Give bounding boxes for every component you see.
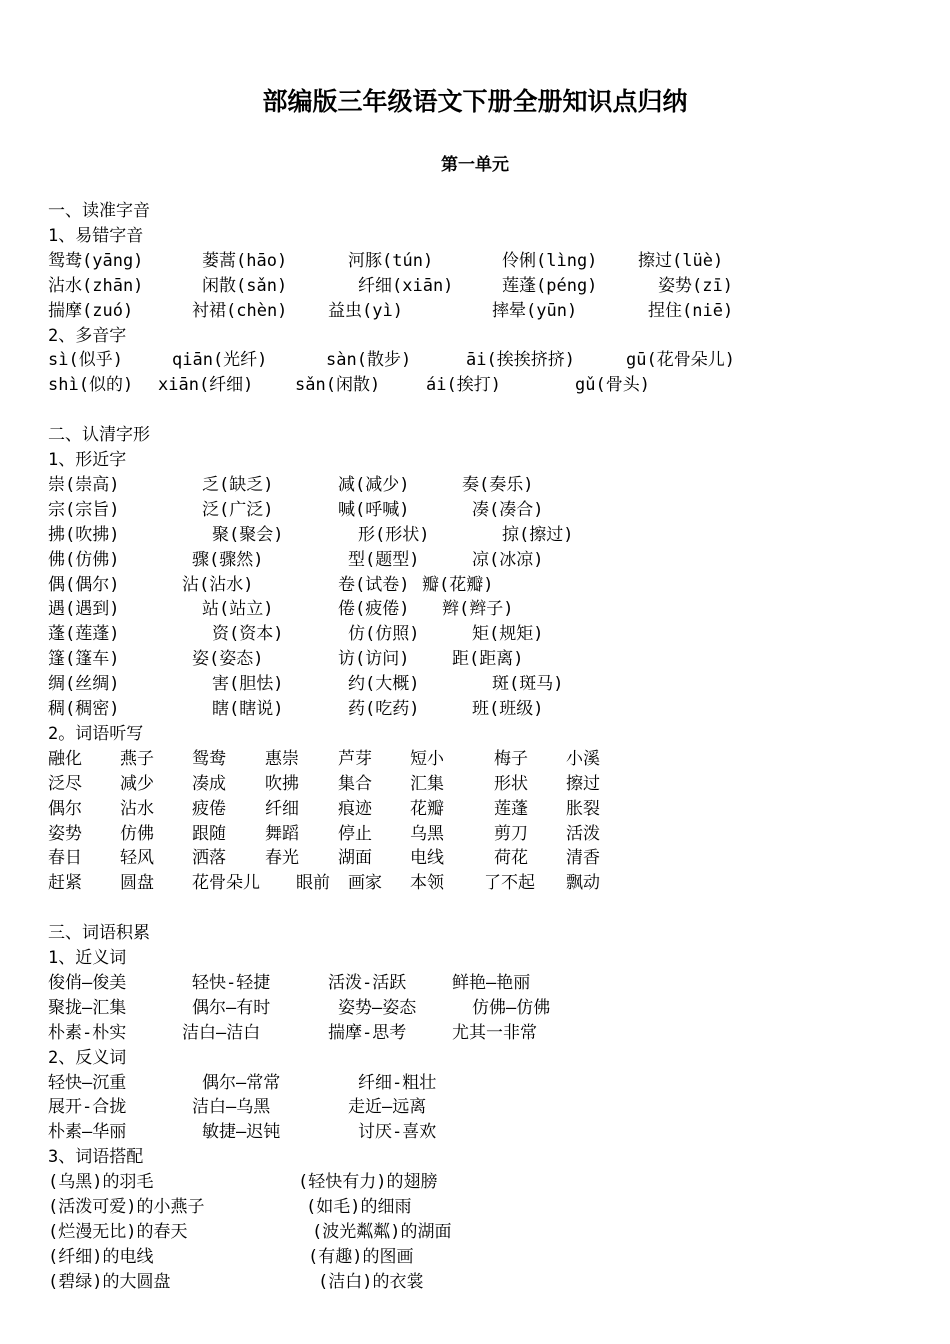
text-cell: 乌黑 [410, 823, 444, 844]
text-cell: 2、多音字 [48, 325, 127, 346]
text-cell: 聚拢—汇集 [48, 997, 127, 1018]
text-cell: 走近—远离 [348, 1097, 427, 1118]
text-cell: 凉(冰凉) [472, 549, 544, 570]
text-cell: 朴素—华丽 [48, 1122, 127, 1143]
text-cell: 1、形近字 [48, 450, 127, 470]
text-cell: xiān(纤细) [158, 375, 254, 396]
text-cell: 益虫(yì) [328, 300, 403, 321]
text-line [0, 672, 950, 697]
text-cell: 惠崇 [265, 748, 299, 769]
text-line [0, 846, 950, 871]
text-line [0, 996, 950, 1021]
text-cell: āi(挨挨挤挤) [466, 350, 575, 371]
text-cell: 沾水 [120, 798, 154, 819]
text-line [0, 722, 950, 747]
text-cell: 一、读准字音 [48, 201, 150, 221]
text-line [0, 423, 950, 448]
text-cell: 芦芽 [338, 748, 372, 769]
text-cell: 资(资本) [212, 624, 284, 645]
text-line [0, 946, 950, 971]
text-line [0, 1071, 950, 1096]
text-line [0, 373, 950, 398]
text-cell: 河豚(tún) [348, 250, 434, 271]
text-cell: 洒落 [192, 848, 226, 869]
text-cell: 绸(丝绸) [48, 674, 120, 695]
text-cell: 偶尔 [48, 798, 82, 819]
text-cell: (洁白)的衣裳 [318, 1271, 424, 1292]
text-cell: 停止 [338, 823, 372, 844]
text-cell: 胀裂 [566, 798, 600, 819]
text-line [0, 697, 950, 722]
text-cell: 形状 [494, 773, 528, 794]
text-cell: 洁白—洁白 [182, 1022, 261, 1043]
text-cell: 药(吃药) [348, 699, 420, 719]
text-cell: 凑成 [192, 773, 226, 794]
text-cell: sì(似乎) [48, 350, 123, 371]
text-cell: shì(似的) [48, 375, 134, 396]
text-cell: 偶尔—常常 [202, 1072, 281, 1093]
text-line [0, 348, 950, 373]
text-line [0, 622, 950, 647]
text-line [0, 1120, 950, 1145]
text-cell: 2。词语听写 [48, 723, 144, 744]
text-cell: 衬裙(chèn) [192, 300, 288, 321]
text-cell: 聚(聚会) [212, 524, 284, 545]
text-cell: 莲蓬(péng) [502, 275, 598, 296]
text-cell: 飘动 [566, 873, 600, 894]
text-cell: 痕迹 [338, 798, 372, 819]
text-cell: (乌黑)的羽毛 [48, 1172, 154, 1193]
text-cell: 害(胆怯) [212, 674, 284, 695]
text-line [0, 1220, 950, 1245]
text-cell: 凑(凑合) [472, 499, 544, 520]
text-cell: 型(题型) [348, 549, 420, 570]
text-cell: 轻快—沉重 [48, 1072, 127, 1093]
text-cell: 2、反义词 [48, 1047, 127, 1068]
text-cell: 闲散(sǎn) [202, 275, 288, 296]
text-cell: 沾水(zhān) [48, 275, 144, 296]
text-cell: 鸳鸯 [192, 748, 226, 769]
text-line [0, 1270, 950, 1295]
text-cell: 稠(稠密) [48, 699, 120, 719]
text-line [0, 523, 950, 548]
text-cell: 三、词语积累 [48, 923, 150, 944]
text-cell: 姿(姿态) [192, 649, 264, 670]
text-cell: 佛(仿佛) [48, 549, 120, 570]
text-line [0, 1095, 950, 1120]
text-cell: 站(站立) [202, 599, 274, 620]
text-line [0, 274, 950, 299]
text-line [0, 548, 950, 573]
text-line [0, 224, 950, 249]
text-cell: 沾(沾水) [182, 574, 254, 595]
text-cell: 舞蹈 [265, 823, 299, 844]
text-line [0, 199, 950, 224]
text-cell: 吹拂 [265, 773, 299, 794]
text-cell: 疲倦 [192, 798, 226, 819]
text-cell: 小溪 [566, 748, 600, 769]
text-cell: 姿势 [48, 823, 82, 844]
text-cell: 湖面 [338, 848, 372, 869]
text-cell: (有趣)的图画 [308, 1246, 414, 1267]
text-cell: 姿势—姿态 [338, 997, 417, 1018]
text-cell: (纤细)的电线 [48, 1246, 154, 1267]
text-cell: 纤细-粗壮 [358, 1072, 437, 1093]
text-cell: 卷(试卷) [338, 574, 410, 595]
text-line [0, 871, 950, 896]
text-cell: 掠(擦过) [502, 524, 574, 545]
text-cell: 奏(奏乐) [462, 474, 534, 495]
text-cell: sàn(散步) [326, 350, 412, 371]
text-cell: 揣摩-思考 [328, 1022, 407, 1043]
text-cell: 减(减少) [338, 474, 410, 495]
text-line [0, 324, 950, 349]
text-line [0, 1245, 950, 1270]
text-cell: 仿(仿照) [348, 624, 420, 645]
text-cell: gǔ(骨头) [575, 375, 650, 396]
text-cell: 圆盘 [120, 873, 154, 894]
text-cell: 拂(吹拂) [48, 524, 120, 545]
text-cell: 尤其一非常 [452, 1022, 537, 1043]
text-cell: 活泼-活跃 [328, 972, 407, 993]
text-cell: 斑(斑马) [492, 674, 564, 695]
text-cell: 揣摩(zuó) [48, 300, 134, 321]
text-cell: 莲蓬 [494, 798, 528, 819]
text-line [0, 797, 950, 822]
text-cell: ái(挨打) [426, 375, 501, 396]
text-cell: 喊(呼喊) [338, 499, 410, 520]
text-cell: 眼前 [296, 873, 330, 894]
text-cell: 篷(篷车) [48, 649, 120, 670]
text-cell: qiān(光纤) [172, 350, 268, 371]
text-cell: 捏住(niē) [648, 300, 734, 321]
text-cell: 3、词语搭配 [48, 1147, 144, 1168]
text-line [0, 822, 950, 847]
text-cell: 矩(规矩) [472, 624, 544, 645]
text-cell: 擦过(lüè) [638, 250, 724, 271]
text-cell: (波光粼粼)的湖面 [312, 1221, 452, 1242]
text-line [0, 597, 950, 622]
text-cell: 集合 [338, 773, 372, 794]
text-line [0, 498, 950, 523]
text-cell: 燕子 [120, 748, 154, 769]
text-cell: 班(班级) [472, 699, 544, 719]
text-cell: 俊俏—俊美 [48, 972, 127, 993]
text-cell: 泛尽 [48, 773, 82, 794]
text-line [0, 747, 950, 772]
text-cell: (如毛)的细雨 [306, 1197, 412, 1217]
text-line [0, 647, 950, 672]
text-cell: 春光 [265, 848, 299, 869]
text-cell: 画家 [348, 873, 382, 894]
text-cell: 汇集 [410, 773, 444, 794]
text-cell: 伶俐(lìng) [502, 250, 598, 271]
text-line [0, 921, 950, 946]
text-cell: 纤细 [265, 798, 299, 819]
text-cell: 偶(偶尔) [48, 574, 120, 595]
text-cell: (烂漫无比)的春天 [48, 1221, 188, 1242]
text-line [0, 971, 950, 996]
text-cell: 约(大概) [348, 674, 420, 695]
text-cell: 敏捷—迟钝 [202, 1122, 281, 1143]
text-cell: 纤细(xiān) [358, 275, 454, 296]
text-line [0, 473, 950, 498]
text-cell: 清香 [566, 848, 600, 869]
text-line [0, 1145, 950, 1170]
text-cell: 形(形状) [358, 524, 430, 545]
text-cell: 融化 [48, 748, 82, 769]
text-cell: (活泼可爱)的小燕子 [48, 1197, 205, 1217]
text-cell: 二、认清字形 [48, 425, 150, 446]
text-cell: 遇(遇到) [48, 599, 120, 620]
text-cell: 轻快-轻捷 [192, 972, 271, 993]
text-line [0, 448, 950, 473]
text-cell: 乏(缺乏) [202, 474, 274, 495]
text-cell: 花骨朵儿 [192, 873, 260, 894]
text-cell: 仿佛—仿佛 [472, 997, 551, 1018]
text-cell: 1、易错字音 [48, 225, 144, 246]
text-cell: 梅子 [494, 748, 528, 769]
text-line [0, 249, 950, 274]
text-cell: 摔晕(yūn) [492, 300, 578, 321]
text-line [0, 896, 950, 921]
text-cell: 减少 [120, 773, 154, 794]
text-cell: 倦(疲倦) [338, 599, 410, 620]
text-line [0, 573, 950, 598]
text-cell: 展开-合拢 [48, 1097, 127, 1118]
text-cell: 1、近义词 [48, 948, 127, 968]
text-cell: 擦过 [566, 773, 600, 794]
text-cell: 花瓣 [410, 798, 444, 819]
text-cell: 朴素-朴实 [48, 1022, 127, 1043]
document-title: 部编版三年级语文下册全册知识点归纳 [262, 87, 688, 116]
text-cell: 偶尔—有时 [192, 997, 271, 1018]
text-cell: 鸳鸯(yāng) [48, 250, 144, 271]
text-cell: 鲜艳—艳丽 [452, 972, 531, 993]
text-cell: 访(访问) [338, 649, 410, 670]
text-cell: 跟随 [192, 823, 226, 844]
text-cell: 活泼 [566, 823, 600, 844]
text-cell: 宗(宗旨) [48, 499, 120, 520]
text-cell: 骤(骤然) [192, 549, 264, 570]
unit-heading: 第一单元 [441, 155, 509, 175]
text-line [0, 299, 950, 324]
text-cell: 泛(广泛) [202, 499, 274, 520]
text-cell: 本领 [410, 873, 444, 894]
text-cell: 瓣(花瓣) [422, 574, 494, 595]
text-cell: 蒌蒿(hāo) [202, 250, 288, 271]
text-cell: 仿佛 [120, 823, 154, 844]
text-cell: (轻快有力)的翅膀 [298, 1172, 438, 1193]
text-line [0, 772, 950, 797]
text-cell: (碧绿)的大圆盘 [48, 1271, 171, 1292]
text-cell: 短小 [410, 748, 444, 769]
text-cell: 剪刀 [494, 823, 528, 844]
text-cell: 讨厌-喜欢 [358, 1122, 437, 1143]
text-cell: 轻风 [120, 848, 154, 869]
text-line [0, 1021, 950, 1046]
text-cell: 赶紧 [48, 873, 82, 894]
text-cell: 瞎(瞎说) [212, 699, 284, 719]
text-cell: 辫(辫子) [442, 599, 514, 620]
text-cell: 春日 [48, 848, 82, 869]
text-cell: 荷花 [494, 848, 528, 869]
text-line [0, 398, 950, 423]
text-line [0, 1046, 950, 1071]
text-cell: 崇(崇高) [48, 474, 120, 495]
text-cell: 电线 [410, 848, 444, 869]
text-cell: 了不起 [484, 873, 535, 894]
text-cell: gū(花骨朵儿) [626, 350, 735, 371]
text-cell: 蓬(莲蓬) [48, 624, 120, 645]
text-cell: 洁白—乌黑 [192, 1097, 271, 1118]
text-cell: 距(距离) [452, 649, 524, 670]
text-line [0, 1195, 950, 1220]
text-cell: 姿势(zī) [658, 275, 733, 296]
text-cell: sǎn(闲散) [295, 375, 381, 396]
text-line [0, 1170, 950, 1195]
